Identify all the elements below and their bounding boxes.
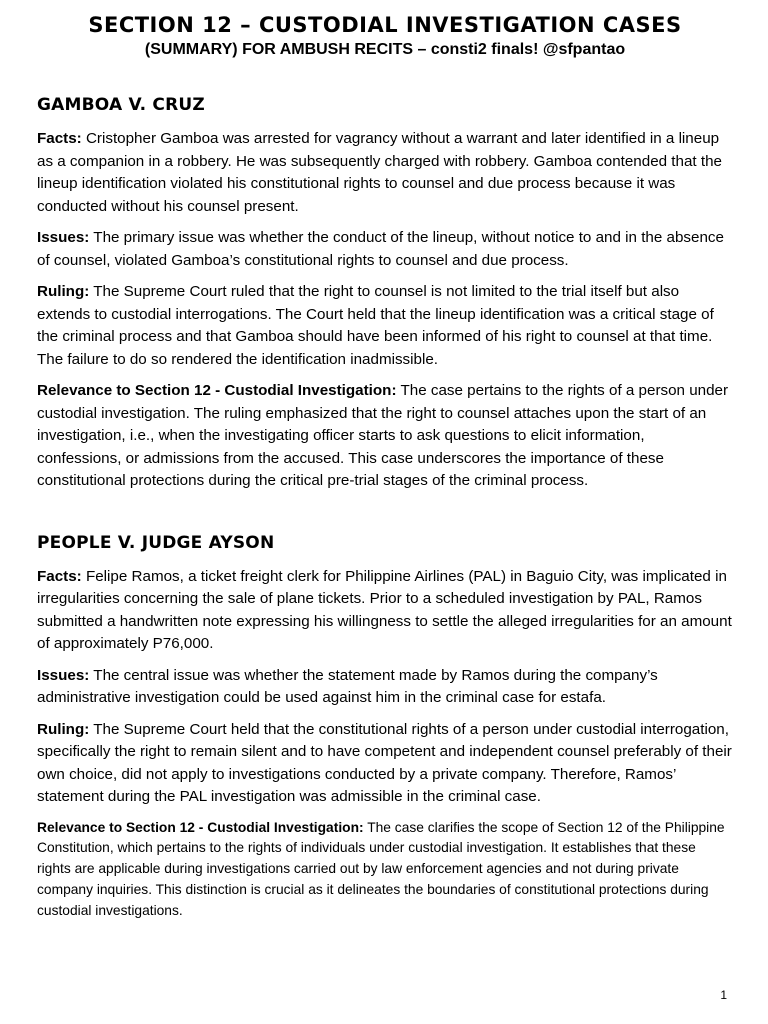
relevance-label: Relevance to Section 12 - Custodial Investigation: — [37, 819, 364, 835]
document-page — [37, 12, 733, 921]
facts-label: Facts: — [37, 567, 82, 585]
ruling-text: The Supreme Court held that the constitutional rights of a person under custodial interrogation, specifically the right to remain silent and to have competent and independent counsel preferably of their own choice, did not apply to investigations conducted by a private company. Therefore, Ramos’ statement during the PAL investigation was admissible in the criminal case. — [37, 720, 732, 805]
facts-text: Felipe Ramos, a ticket freight clerk for Philippine Airlines (PAL) in Baguio City, was implicated in irregularities concerning the sale of plane tickets. Prior to a scheduled investigation by PAL, Ramos submitted a handwritten note expressing his willingness to settle the alleged irregularities for an amount of approximately P76,000. — [37, 567, 732, 652]
relevance-text: The case clarifies the scope of Section 12 of the Philippine Constitution, which pertains to the rights of individuals under custodial investigation. It establishes that these rights are applicable during investigations carried out by law enforcement agencies and not during private company inquiries. This distinction is crucial as it delineates the boundaries of constitutional protections during custodial investigations. — [37, 819, 725, 918]
relevance-label: Relevance to Section 12 - Custodial Investigation: — [37, 382, 397, 399]
ruling-paragraph — [37, 719, 733, 809]
issues-paragraph — [37, 227, 733, 272]
ruling-label: Ruling: — [37, 720, 90, 738]
page-number: 1 — [720, 988, 727, 1002]
relevance-text: The case pertains to the rights of a person under custodial investigation. The ruling emphasized that the right to counsel attaches upon the start of an investigation, i.e., when the investigating officer starts to ask questions to elicit information, confessions, or admissions from the accused. This case underscores the importance of these constitutional protections during the critical pre-trial stages of the criminal process. — [37, 382, 729, 489]
document-subtitle: (SUMMARY) FOR AMBUSH RECITS – consti2 finals! @sfpantao — [144, 41, 626, 58]
facts-paragraph — [37, 566, 733, 656]
case-heading: PEOPLE V. JUDGE AYSON — [37, 532, 275, 553]
document-title: SECTION 12 – CUSTODIAL INVESTIGATION CASES — [88, 13, 682, 37]
relevance-paragraph — [37, 380, 733, 493]
issues-paragraph — [37, 665, 733, 710]
ruling-text: The Supreme Court ruled that the right to counsel is not limited to the trial itself but also extends to custodial interrogations. The Court held that the lineup identification was a critical stage of the criminal process and that Gamboa should have been informed of his right to counsel at that time. The failure to do so rendered the identification inadmissible. — [37, 283, 714, 368]
facts-text: Cristopher Gamboa was arrested for vagrancy without a warrant and later identified in a lineup as a companion in a robbery. He was subsequently charged with robbery. Gamboa contended that the lineup identification violated his constitutional rights to counsel and due process because it was conducted without his counsel present. — [37, 130, 722, 215]
case-heading: GAMBOA V. CRUZ — [37, 95, 205, 115]
issues-text: The central issue was whether the statement made by Ramos during the company’s administrative investigation could be used against him in the criminal case for estafa. — [37, 666, 658, 706]
facts-paragraph — [37, 128, 733, 218]
relevance-paragraph — [37, 818, 733, 922]
issues-label: Issues: — [37, 666, 90, 684]
ruling-paragraph — [37, 281, 733, 371]
ruling-label: Ruling: — [37, 283, 90, 300]
issues-label: Issues: — [37, 229, 90, 246]
facts-label: Facts: — [37, 130, 82, 147]
issues-text: The primary issue was whether the conduct of the lineup, without notice to and in the absence of counsel, violated Gamboa’s constitutional rights to counsel and due process. — [37, 229, 724, 269]
